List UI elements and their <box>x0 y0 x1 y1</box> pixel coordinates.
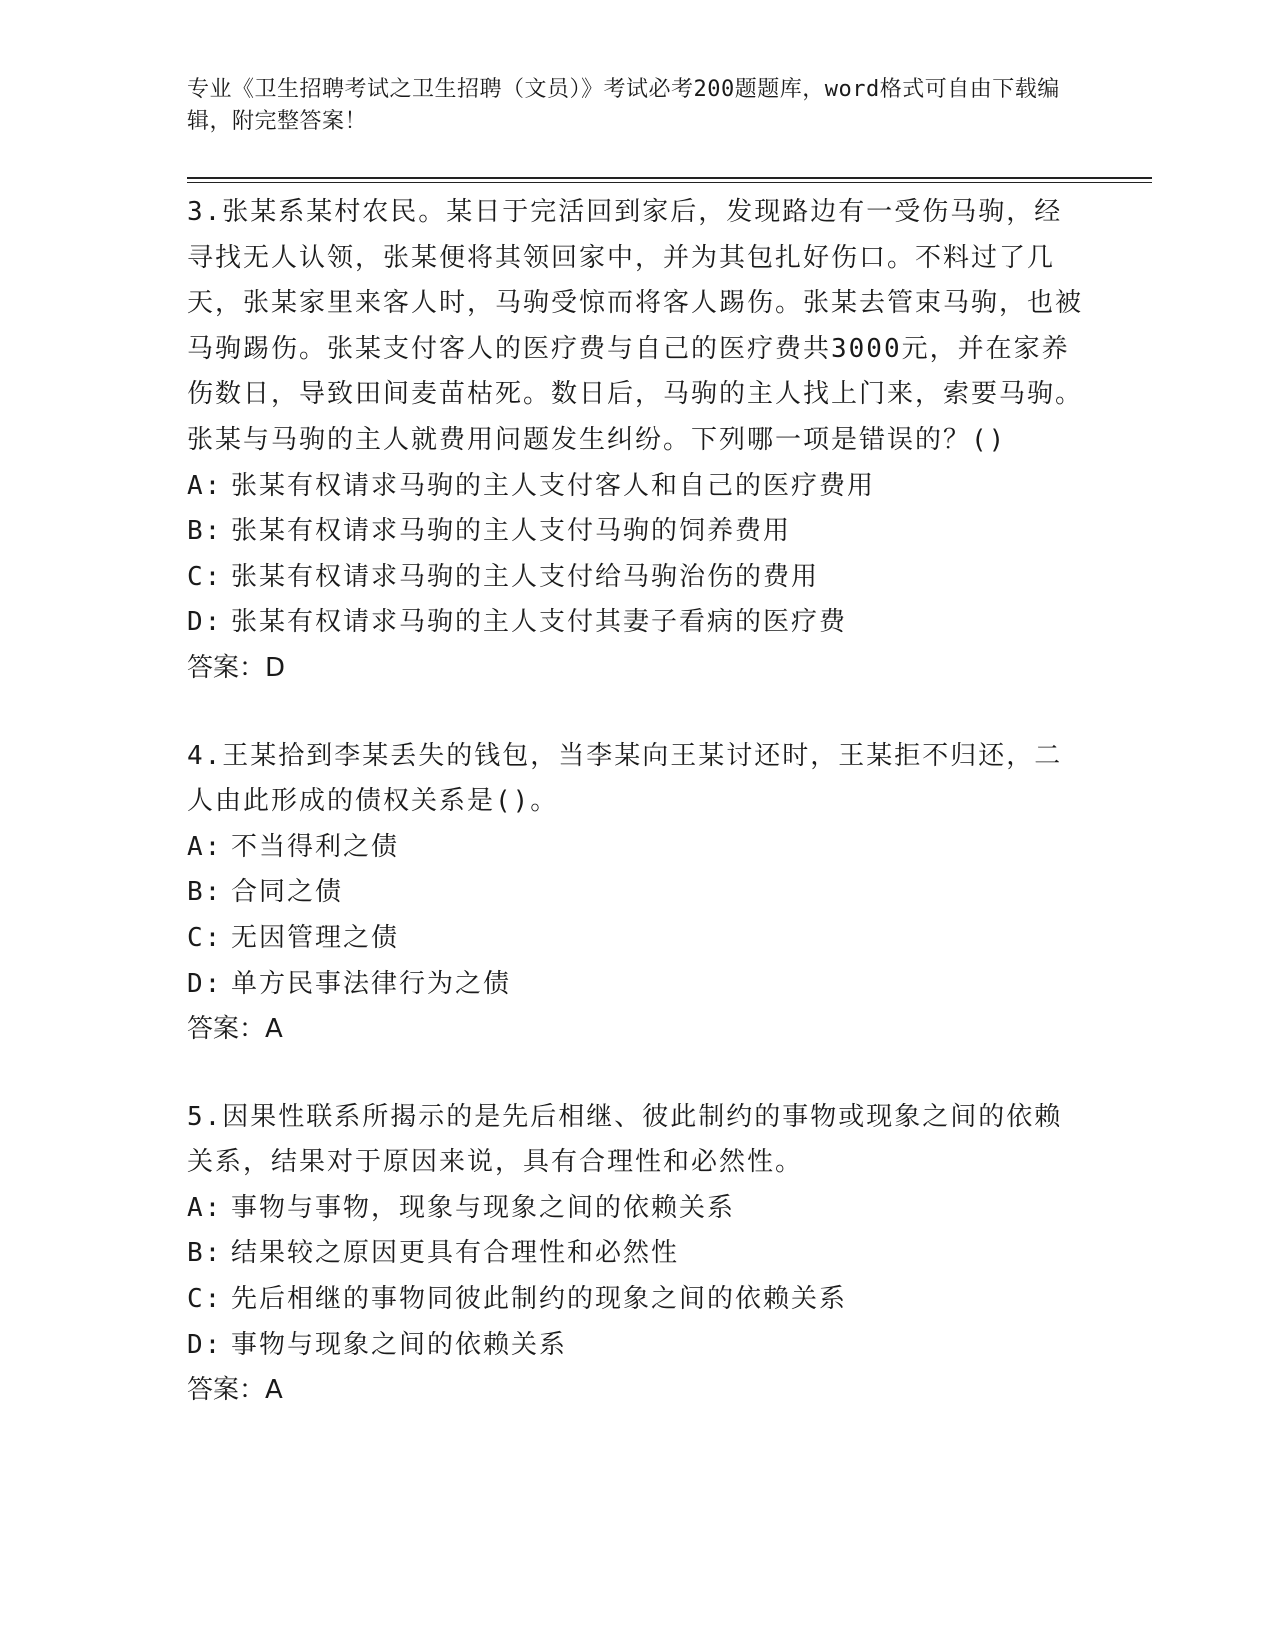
option-key: B: <box>187 1238 223 1269</box>
option-key: B: <box>187 877 223 908</box>
option-text: 无因管理之债 <box>231 922 400 953</box>
question-stem: 5.因果性联系所揭示的是先后相继、彼此制约的事物或现象之间的依赖关系，结果对于原因来说，具有合理性和必然性。 <box>187 1101 1063 1178</box>
option-b <box>187 1231 1087 1277</box>
option-key: A: <box>187 831 223 862</box>
question-list <box>187 190 1087 1456</box>
option-key: D: <box>187 968 223 999</box>
question-5 <box>187 1095 1087 1414</box>
question-stem: 4.王某拾到李某丢失的钱包，当李某向王某讨还时，王某拒不归还，二人由此形成的债权关系是()。 <box>187 740 1063 817</box>
option-key: D: <box>187 607 223 638</box>
option-a <box>187 1186 1087 1232</box>
answer-line: 答案：D <box>187 652 286 683</box>
document-header <box>187 74 1067 138</box>
answer-line: 答案：A <box>187 1375 283 1406</box>
question-stem: 3.张某系某村农民。某日于完活回到家后，发现路边有一受伤马驹，经寻找无人认领，张某便将其领回家中，并为其包扎好伤口。不料过了几天，张某家里来客人时，马驹受惊而将客人踢伤。张某去管束马驹，也被马驹踢伤。张某支付客人的医疗费与自己的医疗费共3000元，并在家养伤数日，导致田间麦苗枯死。数日后，马驹的主人找上门来，索要马驹。张某与马驹的主人就费用问题发生纠纷。下列哪一项是错误的？() <box>187 197 1084 455</box>
header-divider-thick <box>187 177 1152 179</box>
option-b <box>187 509 1087 555</box>
option-text: 单方民事法律行为之债 <box>231 968 512 999</box>
option-key: C: <box>187 1284 223 1315</box>
option-text: 不当得利之债 <box>231 831 400 862</box>
option-text: 先后相继的事物同彼此制约的现象之间的依赖关系 <box>231 1284 848 1315</box>
option-text: 合同之债 <box>231 877 344 908</box>
option-c <box>187 555 1087 601</box>
option-text: 张某有权请求马驹的主人支付给马驹治伤的费用 <box>231 561 820 592</box>
option-text: 结果较之原因更具有合理性和必然性 <box>231 1238 680 1269</box>
option-c <box>187 1277 1087 1323</box>
option-text: 张某有权请求马驹的主人支付马驹的饲养费用 <box>231 516 792 547</box>
option-text: 事物与事物，现象与现象之间的依赖关系 <box>231 1192 736 1223</box>
answer-line: 答案：A <box>187 1014 283 1045</box>
header-intro-text: 专业《卫生招聘考试之卫生招聘（文员）》考试必考200题题库，word格式可自由下载编辑，附完整答案！ <box>187 77 1060 134</box>
option-d <box>187 600 1087 646</box>
question-3 <box>187 190 1087 692</box>
option-text: 张某有权请求马驹的主人支付客人和自己的医疗费用 <box>231 470 876 501</box>
option-c <box>187 916 1087 962</box>
option-a <box>187 464 1087 510</box>
option-key: C: <box>187 922 223 953</box>
question-4 <box>187 734 1087 1053</box>
option-a <box>187 825 1087 871</box>
option-key: D: <box>187 1329 223 1360</box>
option-key: A: <box>187 1192 223 1223</box>
option-text: 事物与现象之间的依赖关系 <box>231 1329 568 1360</box>
option-text: 张某有权请求马驹的主人支付其妻子看病的医疗费 <box>231 607 848 638</box>
option-key: A: <box>187 470 223 501</box>
option-d <box>187 962 1087 1008</box>
option-b <box>187 870 1087 916</box>
option-d <box>187 1323 1087 1369</box>
option-key: C: <box>187 561 223 592</box>
option-key: B: <box>187 516 223 547</box>
header-divider-thin <box>187 182 1152 183</box>
